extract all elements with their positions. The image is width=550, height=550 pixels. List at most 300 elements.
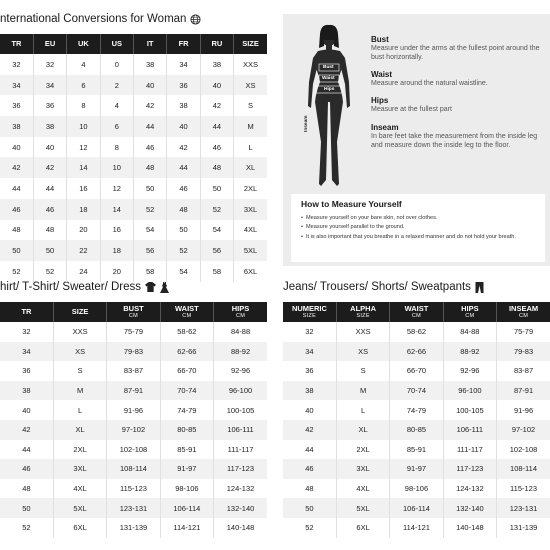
table-cell: M xyxy=(336,381,389,401)
column-header-label: ALPHA xyxy=(350,304,376,313)
table-cell: S xyxy=(53,361,106,381)
table-cell: 4XL xyxy=(336,479,389,499)
table-cell: M xyxy=(234,116,267,137)
table-row xyxy=(0,459,267,479)
table-cell: XS xyxy=(336,342,389,362)
table-cell: 40 xyxy=(134,75,167,96)
table-cell: 140-148 xyxy=(443,518,496,538)
table-cell: 106-114 xyxy=(160,498,213,518)
table-cell: 131-139 xyxy=(509,523,538,533)
column-header: FR xyxy=(167,34,200,54)
table-cell: XS xyxy=(53,342,106,362)
table-cell: 34 xyxy=(33,75,66,96)
shirt-title xyxy=(0,281,169,293)
table-cell: 34 xyxy=(167,54,200,75)
hips-heading: Hips xyxy=(371,96,389,105)
table-cell: 46 xyxy=(33,199,66,220)
table-cell: 2XL xyxy=(53,440,106,460)
table-cell: 117-123 xyxy=(214,459,267,479)
table-cell: 91-97 xyxy=(160,459,213,479)
table-cell: 46 xyxy=(0,459,53,479)
table-cell: 48 xyxy=(0,220,33,241)
table-cell: 44 xyxy=(134,116,167,137)
table-cell: 58-62 xyxy=(160,322,213,342)
table-cell: 100-105 xyxy=(443,400,496,420)
table-cell: 6XL xyxy=(53,518,106,538)
table-cell: 54 xyxy=(200,220,233,241)
table-cell: 56 xyxy=(134,240,167,261)
column-header-unit: CM xyxy=(128,312,139,319)
table-row xyxy=(0,116,267,137)
table-cell: 114-121 xyxy=(160,518,213,538)
trousers-icon xyxy=(475,282,484,293)
table-cell: 46 xyxy=(283,459,336,479)
table-cell: 92-96 xyxy=(443,361,496,381)
globe-icon xyxy=(190,14,201,25)
column-header xyxy=(443,302,496,322)
table-cell: 50 xyxy=(134,178,167,199)
inseam-heading: Inseam xyxy=(371,123,399,132)
table-cell: 74-79 xyxy=(390,400,443,420)
table-cell: L xyxy=(336,400,389,420)
table-cell: 38 xyxy=(33,116,66,137)
inseam-measure-info xyxy=(371,123,547,151)
table-cell: XL xyxy=(53,420,106,440)
table-row xyxy=(283,322,550,342)
table-cell: XL xyxy=(336,420,389,440)
measurement-panel xyxy=(283,14,550,266)
column-header-unit: CM xyxy=(465,312,475,319)
table-row xyxy=(0,261,267,282)
table-cell: 6XL xyxy=(336,518,389,538)
table-row xyxy=(283,459,550,479)
table-row xyxy=(0,54,267,75)
table-cell: 42 xyxy=(0,420,53,440)
table-cell: 85-91 xyxy=(160,440,213,460)
table-cell: L xyxy=(248,142,253,152)
table-cell: 36 xyxy=(283,361,336,381)
table-cell: 16 xyxy=(100,220,133,241)
table-cell: 3XL xyxy=(336,459,389,479)
table-cell: 114-121 xyxy=(390,518,443,538)
table-cell: 38 xyxy=(0,116,33,137)
hips-description: Measure at the fullest part xyxy=(371,106,452,113)
hips-measure-info xyxy=(371,96,547,115)
column-header-unit: SIZE xyxy=(302,312,317,319)
column-header-label: INSEAM xyxy=(508,304,539,313)
table-cell: 48 xyxy=(283,479,336,499)
column-header xyxy=(497,302,550,322)
table-cell: 2XL xyxy=(243,183,258,193)
table-cell: 32 xyxy=(33,54,66,75)
table-cell: 102-108 xyxy=(107,440,160,460)
table-cell: 106-111 xyxy=(214,420,267,440)
table-cell: 75-79 xyxy=(107,322,160,342)
table-cell: 42 xyxy=(283,420,336,440)
table-cell: 98-106 xyxy=(390,479,443,499)
how-to-measure-list xyxy=(301,215,535,241)
table-row xyxy=(0,95,267,116)
table-cell: 87-91 xyxy=(497,381,550,401)
column-header: TR xyxy=(0,34,33,54)
table-row xyxy=(0,342,267,362)
table-cell: 115-123 xyxy=(510,484,538,494)
table-cell: 91-97 xyxy=(390,459,443,479)
table-cell: 131-139 xyxy=(107,518,160,538)
table-cell: 34 xyxy=(283,342,336,362)
table-cell: 87-91 xyxy=(107,381,160,401)
table-cell: 79-83 xyxy=(107,342,160,362)
column-header xyxy=(0,302,53,322)
table-cell: XXS xyxy=(336,322,389,342)
table-cell: 40 xyxy=(167,116,200,137)
figure-bust-label: Bust xyxy=(323,65,334,70)
table-cell: 38 xyxy=(0,381,53,401)
table-cell: 32 xyxy=(283,322,336,342)
table-cell: 22 xyxy=(67,240,100,261)
table-cell: 44 xyxy=(0,440,53,460)
table-cell: 48 xyxy=(200,157,233,178)
table-cell: 6 xyxy=(67,75,100,96)
table-cell: 132-140 xyxy=(443,498,496,518)
table-cell: 108-114 xyxy=(107,459,160,479)
table-cell: 52 xyxy=(33,261,66,282)
table-row xyxy=(0,199,267,220)
table-cell: 2 xyxy=(100,75,133,96)
table-cell: 34 xyxy=(0,75,33,96)
table-cell: 52 xyxy=(0,261,33,282)
waist-measure-info xyxy=(371,70,547,89)
table-cell: 84-88 xyxy=(230,327,251,337)
table-row xyxy=(0,322,267,342)
column-header: US xyxy=(100,34,133,54)
table-cell: 117-123 xyxy=(443,459,496,479)
tshirt-icon xyxy=(145,282,156,292)
table-cell: 56 xyxy=(200,240,233,261)
table-cell: 102-108 xyxy=(509,444,538,454)
table-cell: 42 xyxy=(0,157,33,178)
bust-heading: Bust xyxy=(371,35,389,44)
table-cell: 42 xyxy=(200,95,233,116)
waist-heading: Waist xyxy=(371,70,393,79)
bust-description: Measure under the arms at the fullest point around the bust horizontally. xyxy=(371,45,540,61)
table-cell: 108-114 xyxy=(497,459,550,479)
table-row xyxy=(283,440,550,460)
table-cell: 10 xyxy=(100,157,133,178)
table-header-row xyxy=(0,34,267,54)
table-cell: XS xyxy=(234,75,267,96)
table-cell: 84-88 xyxy=(443,322,496,342)
column-header xyxy=(390,302,443,322)
table-cell: 40 xyxy=(283,400,336,420)
table-cell: 36 xyxy=(167,75,200,96)
table-cell: 80-85 xyxy=(390,420,443,440)
column-header xyxy=(160,302,213,322)
table-cell: 52 xyxy=(0,518,53,538)
table-cell: 83-87 xyxy=(107,361,160,381)
waist-description: Measure around the natural waistline. xyxy=(371,80,488,87)
table-cell: 97-102 xyxy=(107,420,160,440)
table-cell: 12 xyxy=(100,178,133,199)
table-cell: S xyxy=(336,361,389,381)
table-cell: 62-66 xyxy=(390,342,443,362)
table-cell: 32 xyxy=(0,322,53,342)
table-cell: 115-123 xyxy=(107,479,160,499)
table-cell: 42 xyxy=(134,95,167,116)
column-header-unit: CM xyxy=(182,312,192,319)
table-row xyxy=(0,479,267,499)
bust-measure-info xyxy=(371,35,547,63)
how-to-measure-item: • It is also important that you breathe in a relaxed manner and do not hold your breath. xyxy=(301,234,535,241)
table-cell: 48 xyxy=(134,157,167,178)
table-cell: 5XL xyxy=(234,240,267,261)
table-cell: 18 xyxy=(67,199,100,220)
table-cell: 91-96 xyxy=(107,400,160,420)
table-row xyxy=(0,178,267,199)
table-cell: 70-74 xyxy=(160,381,213,401)
column-header xyxy=(214,302,267,322)
table-cell: XL xyxy=(234,157,267,178)
table-cell: 20 xyxy=(67,220,100,241)
table-cell: 58 xyxy=(134,261,167,282)
column-header-unit: CM xyxy=(235,312,246,319)
table-cell: 52 xyxy=(283,518,336,538)
column-header: IT xyxy=(134,34,167,54)
table-row xyxy=(283,498,550,518)
table-cell: 66-70 xyxy=(160,361,213,381)
table-cell: 24 xyxy=(67,261,100,282)
table-cell: 36 xyxy=(33,95,66,116)
table-cell: 44 xyxy=(200,116,233,137)
table-cell: 74-79 xyxy=(160,400,213,420)
table-row xyxy=(0,420,267,440)
table-cell: 4 xyxy=(100,95,133,116)
table-cell: 88-92 xyxy=(214,342,267,362)
table-cell: 111-117 xyxy=(443,440,496,460)
table-cell: 50 xyxy=(283,498,336,518)
table-cell: 58 xyxy=(200,261,233,282)
table-cell: 12 xyxy=(67,137,100,158)
table-cell: 5XL xyxy=(336,498,389,518)
table-cell: 123-131 xyxy=(497,498,550,518)
table-cell: 62-66 xyxy=(160,342,213,362)
table-cell: 38 xyxy=(134,54,167,75)
table-cell: XXS xyxy=(53,322,106,342)
table-cell: 66-70 xyxy=(390,361,443,381)
table-cell: 50 xyxy=(33,240,66,261)
table-cell: 54 xyxy=(134,220,167,241)
table-cell: 38 xyxy=(167,95,200,116)
table-cell: 58-62 xyxy=(390,322,443,342)
table-cell: 44 xyxy=(167,157,200,178)
column-header-label: HIPS xyxy=(231,304,250,313)
conversions-title xyxy=(0,13,201,25)
inseam-description: In bare feet take the measurement from the inside leg and measure down the inside leg to the floor. xyxy=(371,133,538,149)
table-row xyxy=(0,157,267,178)
table-header-row xyxy=(0,302,267,322)
how-to-measure-item: • Measure yourself parallel to the ground. xyxy=(301,224,535,231)
table-cell: 50 xyxy=(0,498,53,518)
jeans-title xyxy=(283,281,484,293)
table-cell: 83-87 xyxy=(513,366,534,376)
table-cell: 3XL xyxy=(234,199,267,220)
table-row xyxy=(0,440,267,460)
table-cell: 50 xyxy=(0,240,33,261)
table-row xyxy=(0,75,267,96)
table-cell: 42 xyxy=(33,157,66,178)
table-cell: 50 xyxy=(200,178,233,199)
table-cell: 98-106 xyxy=(160,479,213,499)
table-cell: 46 xyxy=(200,137,233,158)
column-header-unit: CM xyxy=(518,312,529,319)
jeans-title-text: Jeans/ Trousers/ Shorts/ Sweatpants xyxy=(283,281,471,293)
table-cell: 40 xyxy=(200,75,233,96)
table-cell: XXS xyxy=(243,59,259,69)
table-row xyxy=(0,220,267,241)
column-header: RU xyxy=(200,34,233,54)
column-header xyxy=(283,302,336,322)
column-header-unit: CM xyxy=(411,312,422,319)
table-cell: 96-100 xyxy=(214,381,267,401)
table-cell: 20 xyxy=(100,261,133,282)
column-header: EU xyxy=(33,34,66,54)
table-cell: 132-140 xyxy=(214,498,267,518)
table-cell: M xyxy=(53,381,106,401)
table-cell: 100-105 xyxy=(226,405,255,415)
table-row xyxy=(0,518,267,538)
column-header-label: BUST xyxy=(123,304,144,313)
table-cell: 92-96 xyxy=(230,366,251,376)
table-row xyxy=(283,342,550,362)
table-row xyxy=(283,400,550,420)
table-cell: 32 xyxy=(0,54,33,75)
table-cell: 124-132 xyxy=(443,479,496,499)
table-cell: 34 xyxy=(0,342,53,362)
table-cell: 52 xyxy=(200,199,233,220)
table-cell: 40 xyxy=(0,137,33,158)
figure-waist-label: Waist xyxy=(322,76,335,81)
table-row xyxy=(0,381,267,401)
table-header-row xyxy=(283,302,550,322)
table-cell: 44 xyxy=(283,440,336,460)
table-cell: 14 xyxy=(67,157,100,178)
table-cell: 10 xyxy=(67,116,100,137)
table-cell: 46 xyxy=(167,178,200,199)
conversions-title-text: nternational Conversions for Woman xyxy=(0,13,187,25)
column-header-unit: SIZE xyxy=(356,312,370,319)
table-cell: 48 xyxy=(0,479,53,499)
column-header-label: WAIST xyxy=(174,304,199,313)
table-cell: 91-96 xyxy=(513,405,534,415)
table-cell: 97-102 xyxy=(497,420,550,440)
table-cell: 88-92 xyxy=(443,342,496,362)
conversion-table xyxy=(0,34,267,282)
shirt-title-text: hirt/ T-Shirt/ Sweater/ Dress xyxy=(0,281,142,293)
table-cell: 44 xyxy=(0,178,33,199)
table-cell: 79-83 xyxy=(497,342,550,362)
table-cell: 0 xyxy=(100,54,133,75)
table-cell: L xyxy=(53,400,106,420)
table-cell: 106-114 xyxy=(390,498,443,518)
table-cell: 38 xyxy=(283,381,336,401)
table-cell: 75-79 xyxy=(513,327,534,337)
table-cell: 52 xyxy=(134,199,167,220)
table-cell: 8 xyxy=(100,137,133,158)
table-cell: 8 xyxy=(67,95,100,116)
table-row xyxy=(0,498,267,518)
table-cell: 18 xyxy=(100,240,133,261)
shirt-size-table xyxy=(0,302,267,538)
table-cell: 48 xyxy=(33,220,66,241)
how-to-measure-item: • Measure yourself on your bare skin, not over clothes. xyxy=(301,215,535,222)
table-cell: 4XL xyxy=(243,225,258,235)
table-cell: 96-100 xyxy=(443,381,496,401)
table-row xyxy=(283,479,550,499)
column-header-label: NUMERIC xyxy=(291,304,327,313)
table-cell: 46 xyxy=(134,137,167,158)
column-header-label: WAIST xyxy=(404,304,429,313)
table-cell: 4 xyxy=(67,54,100,75)
column-header xyxy=(336,302,389,322)
table-cell: 46 xyxy=(0,199,33,220)
dress-icon xyxy=(160,282,169,293)
table-cell: 111-117 xyxy=(227,444,254,454)
table-cell: 124-132 xyxy=(226,484,255,494)
table-cell: 50 xyxy=(167,220,200,241)
table-cell: 5XL xyxy=(53,498,106,518)
table-cell: 4XL xyxy=(53,479,106,499)
table-cell: 80-85 xyxy=(160,420,213,440)
table-row xyxy=(283,361,550,381)
how-to-measure-title: How to Measure Yourself xyxy=(301,199,402,209)
table-cell: 6 xyxy=(100,116,133,137)
table-cell: 85-91 xyxy=(390,440,443,460)
column-header-label: SIZE xyxy=(71,307,89,317)
jeans-size-table xyxy=(283,302,550,538)
table-row xyxy=(283,381,550,401)
table-cell: 106-111 xyxy=(443,420,496,440)
table-cell: 140-148 xyxy=(226,523,255,533)
table-cell: 70-74 xyxy=(390,381,443,401)
column-header: SIZE xyxy=(234,34,267,54)
table-cell: 3XL xyxy=(53,459,106,479)
table-cell: 52 xyxy=(167,240,200,261)
table-cell: 2XL xyxy=(336,440,389,460)
table-row xyxy=(283,518,550,538)
table-cell: 6XL xyxy=(243,266,258,276)
table-cell: 40 xyxy=(0,400,53,420)
figure-inseam-label: Inseam xyxy=(304,115,309,132)
table-cell: 44 xyxy=(33,178,66,199)
table-row xyxy=(283,420,550,440)
table-row xyxy=(0,240,267,261)
table-cell: 123-131 xyxy=(107,498,160,518)
column-header: UK xyxy=(67,34,100,54)
figure-hips-label: Hips xyxy=(324,87,335,92)
woman-figure-illustration xyxy=(289,22,369,192)
table-cell: 36 xyxy=(0,95,33,116)
column-header xyxy=(107,302,160,322)
table-cell: 36 xyxy=(0,361,53,381)
table-cell: 48 xyxy=(167,199,200,220)
column-header-label: HIPS xyxy=(461,304,479,313)
table-cell: 38 xyxy=(200,54,233,75)
table-cell: S xyxy=(248,101,254,111)
table-cell: 42 xyxy=(167,137,200,158)
column-header xyxy=(53,302,106,322)
table-cell: 16 xyxy=(67,178,100,199)
table-row xyxy=(0,400,267,420)
